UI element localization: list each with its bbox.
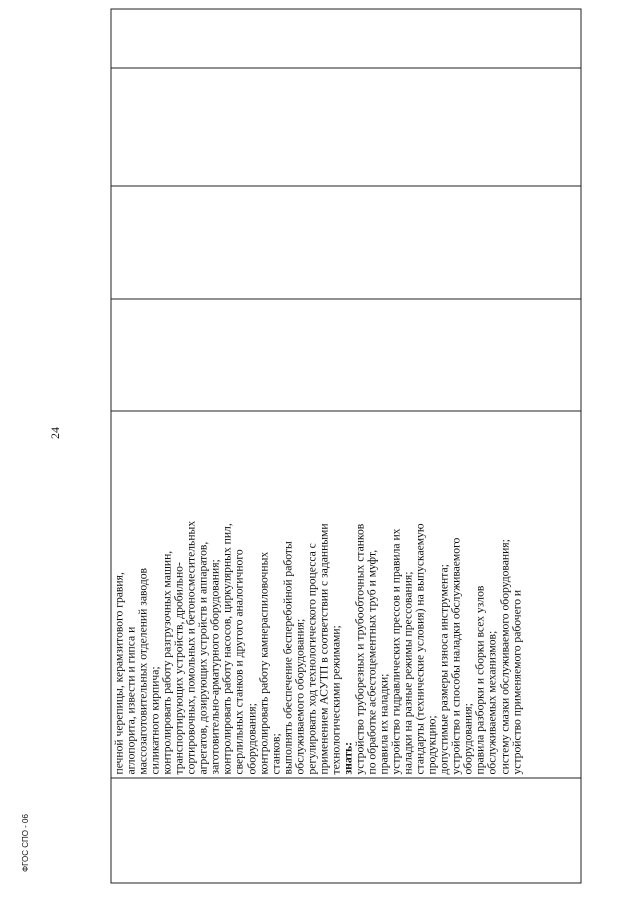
table-row	[111, 9, 581, 883]
text-line: аглопорита, извести и гипса и	[124, 626, 138, 774]
table-cell-empty	[111, 68, 581, 186]
text-line: стандарты (технические условия) на выпускаемую	[413, 522, 427, 774]
text-line: по обработке асбестоцементных труб и муфт,	[364, 549, 378, 774]
text-line: наладки на разные режимы прессования;	[401, 571, 415, 774]
text-line: контролировать работу камнераспиловочных	[256, 551, 270, 774]
text-line: агрегатов, дозирующих устройств и аппаратов,	[196, 541, 210, 774]
table-cell-empty	[111, 9, 581, 68]
table-cell-empty	[111, 299, 581, 411]
text-line: допустимые размеры износа инструмента;	[437, 563, 451, 774]
section-heading: знать:	[340, 741, 354, 774]
competency-table	[110, 15, 581, 883]
text-line: контролировать работу разгрузочных машин,	[160, 550, 174, 774]
text-line: выполнять обеспечение бесперебойной работы	[280, 540, 294, 774]
table-cell-code	[111, 778, 581, 883]
text-line: сортировочных, помольных и бетоносмесительных	[184, 520, 198, 774]
text-line: продукцию;	[425, 714, 439, 774]
text-line: силикатного кирпича;	[148, 665, 162, 774]
text-line: печной черепицы, керамзитового гравия,	[112, 571, 125, 774]
text-line: массозаготовительных отделений заводов	[136, 567, 150, 774]
text-line: устройство применяемого рабочего и	[509, 589, 523, 774]
text-line: транспортирующих устройств, дробильно-	[172, 561, 186, 774]
text-line: устройство труборезных и трубообточных станков	[352, 523, 366, 774]
page-number: 24	[48, 427, 62, 439]
text-line: применением АСУТП в соответствии с заданными	[316, 522, 330, 774]
text-line: сверлильных станков и другого аналогичного	[232, 548, 246, 774]
text-line: правила разборки и сборки всех узлов	[473, 585, 487, 774]
text-line: технологическими режимами;	[328, 624, 342, 774]
text-line: обслуживаемого оборудования;	[292, 618, 306, 774]
text-line: станков;	[268, 732, 282, 774]
text-line: заготовительно-арматурного оборудования;	[208, 558, 222, 774]
table-cell-empty	[111, 186, 581, 299]
footer-text: ФГОС СПО - 06	[21, 814, 30, 872]
text-line: оборудования;	[461, 702, 475, 774]
table-cell-content	[111, 411, 581, 778]
text-line: регулировать ход технологического процесса с	[304, 542, 318, 774]
text-line: контролировать работу насосов, циркулярных пил,	[220, 522, 234, 774]
text-line: устройство и способы наладки обслуживаемого	[449, 537, 463, 774]
text-line: правила их наладки;	[377, 673, 391, 774]
content-lines	[111, 411, 525, 777]
text-line: систему смазки обслуживаемого оборудования;	[497, 538, 511, 774]
text-line: устройство гидравлических прессов и правила их	[389, 528, 403, 774]
text-line: обслуживаемых механизмов;	[485, 630, 499, 774]
text-line: оборудования;	[244, 702, 258, 774]
